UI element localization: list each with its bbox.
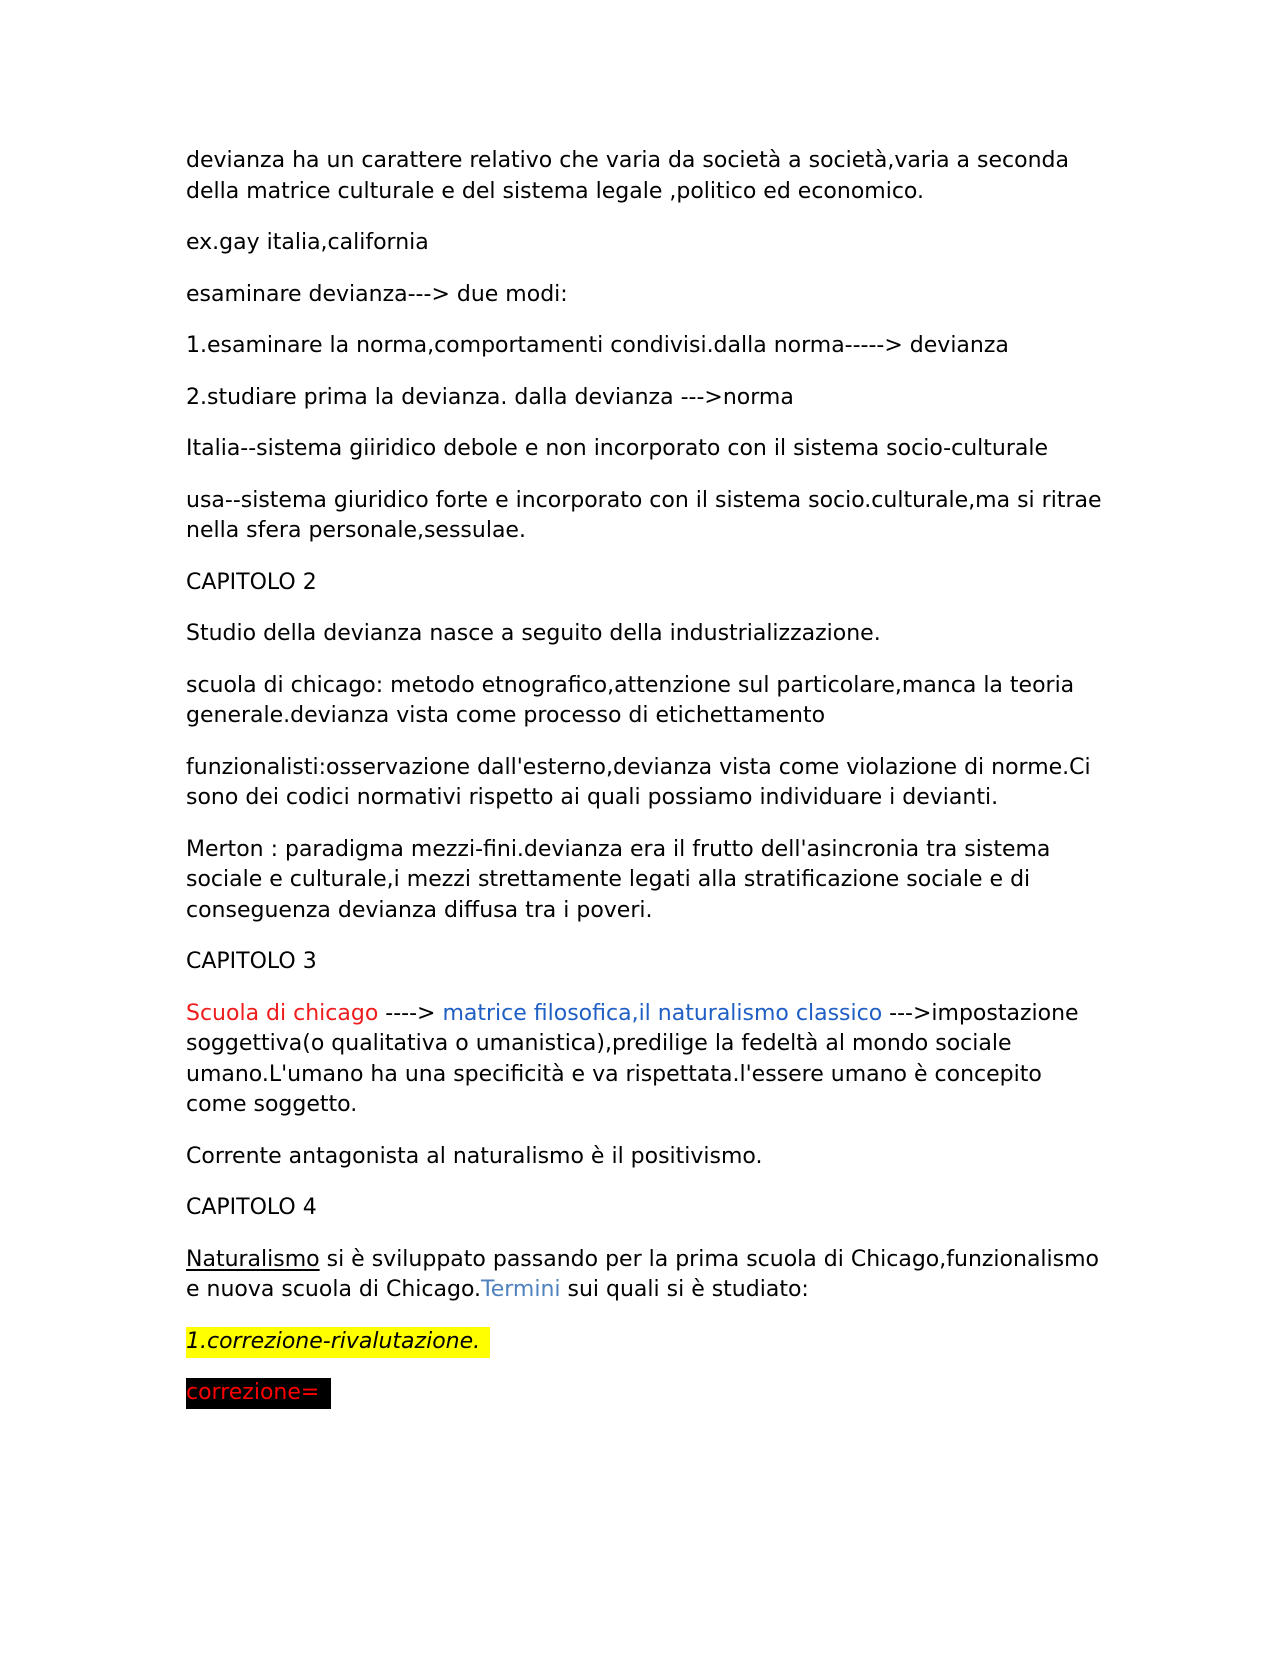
paragraph-correzione-rivalutazione [186, 1327, 1106, 1358]
text-naturalismo: Naturalismo [186, 1246, 320, 1272]
paragraph-modo-1: 1.esaminare la norma,comportamenti condivisi.dalla norma-----> devianza [186, 333, 1009, 358]
paragraph-due-modi: esaminare devianza---> due modi: [186, 281, 568, 307]
paragraph-italia: Italia--sistema giiridico debole e non incorporato con il sistema socio-culturale [186, 436, 1049, 461]
paragraph-naturalismo-sviluppo [186, 1245, 1106, 1306]
text-sviluppo: si è sviluppato passando per la prima scuola di Chicago,funzionalismo e nuova scuola di Chicago. [186, 1246, 1100, 1302]
heading-capitolo-4: CAPITOLO 4 [186, 1195, 317, 1220]
paragraph-positivismo: Corrente antagonista al naturalismo è il positivismo. [186, 1143, 763, 1169]
heading-capitolo-2: CAPITOLO 2 [186, 569, 317, 595]
paragraph-funzionalisti: funzionalisti:osservazione dall'esterno,devianza vista come violazione di norme.Ci sono dei codici normativi rispetto ai quali possiamo individuare i devianti. [186, 754, 1091, 810]
paragraph-naturalismo-classico [186, 999, 1106, 1121]
highlighted-correzione: correzione= [186, 1378, 331, 1409]
paragraph-merton: Merton : paradigma mezzi-fini.devianza era il frutto dell'asincronia tra sistema sociale e culturale,i mezzi strettamente legati alla stratificazione sociale e di conseguenza devianza diffusa tra i poveri. [186, 836, 1051, 923]
document-page [186, 146, 1106, 1430]
text-impostazione-soggettiva: --->impostazione soggettiva(o qualitativa o umanistica),predilige la fedeltà al mondo sociale umano.L'umano ha una specificità e va rispettata.l'essere umano è concepito come soggetto. [186, 1000, 1079, 1117]
paragraph-correzione [186, 1378, 1106, 1409]
paragraph-modo-2: 2.studiare prima la devianza. dalla devianza --->norma [186, 384, 794, 410]
text-arrow: ----> [378, 1000, 443, 1026]
highlighted-correzione-rivalutazione: 1.correzione-rivalutazione. [186, 1327, 490, 1358]
heading-capitolo-3: CAPITOLO 3 [186, 949, 317, 974]
text-matrice-filosofica: matrice filosofica,il naturalismo classico [442, 1000, 883, 1026]
paragraph-devianza-relativa: devianza ha un carattere relativo che varia da società a società,varia a seconda della matrice culturale e del sistema legale ,politico ed economico. [186, 148, 1069, 204]
paragraph-usa: usa--sistema giuridico forte e incorporato con il sistema socio.culturale,ma si ritrae nella sfera personale,sessulae. [186, 487, 1102, 543]
paragraph-example: ex.gay italia,california [186, 230, 429, 255]
text-scuola-di-chicago: Scuola di chicago [186, 1000, 379, 1026]
paragraph-studio-devianza: Studio della devianza nasce a seguito della industrializzazione. [186, 621, 881, 646]
text-termini: Termini [481, 1277, 561, 1302]
paragraph-scuola-chicago: scuola di chicago: metodo etnografico,attenzione sul particolare,manca la teoria generale.devianza vista come processo di etichettamento [186, 672, 1075, 728]
text-studiato: sui quali si è studiato: [560, 1277, 809, 1302]
